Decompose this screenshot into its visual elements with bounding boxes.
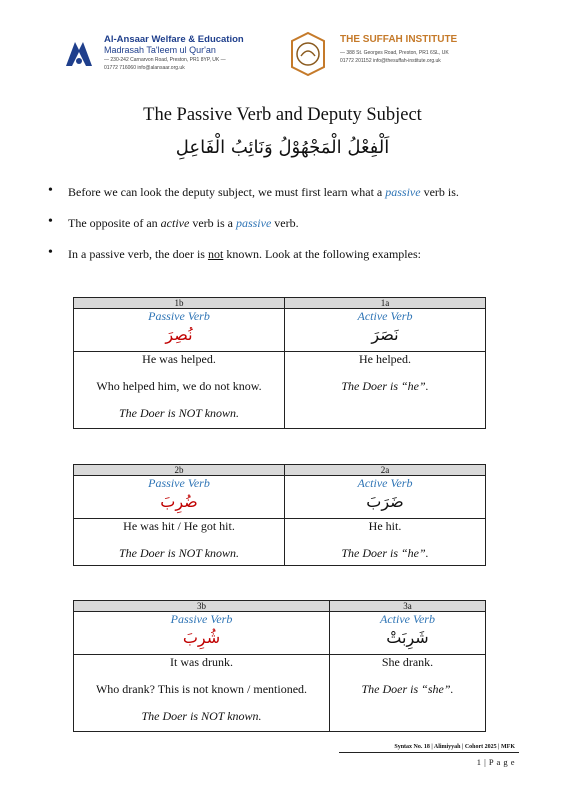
passive-translation: It was drunk. — [170, 655, 233, 669]
footer-info: Syntax No. 18 | Alimiyyah | Cohort 2025 | MFK — [394, 744, 515, 750]
suffah-logo — [284, 30, 499, 85]
passive-verb-label: Passive Verb — [170, 612, 233, 626]
active-arabic-verb: نَصَرَ — [371, 325, 399, 344]
alansaar-address: — 230-242 Carnarvon Road, Preston, PR1 8YP, UK — — [104, 57, 226, 63]
bullet-1: • Before we can look the deputy subject, we must first learn what a passive verb is. — [48, 185, 518, 216]
suffah-emblem-icon — [284, 30, 332, 78]
example-table-1 — [73, 297, 486, 429]
bullet-list — [48, 185, 518, 278]
footer-divider — [339, 752, 519, 753]
suffah-address: — 388 St. Georges Road, Preston, PR1 6SL, UK — [340, 50, 449, 56]
active-translation: He helped. — [359, 352, 411, 366]
example-table-2 — [73, 464, 486, 566]
active-verb-label: Active Verb — [380, 612, 435, 626]
alansaar-emblem-icon — [62, 36, 96, 70]
active-verb-label: Active Verb — [357, 309, 413, 323]
alansaar-contact: 01772 716060 info@alansaar.org.uk — [104, 65, 185, 71]
active-arabic-verb: شَرِبَتْ — [386, 628, 429, 647]
passive-note: The Doer is NOT known. — [118, 406, 240, 420]
active-arabic-verb: ضَرَبَ — [366, 492, 404, 511]
page-title: The Passive Verb and Deputy Subject — [143, 105, 422, 125]
passive-question: Who helped him, we do not know. — [96, 379, 262, 393]
passive-note: The Doer is NOT known. — [118, 546, 240, 560]
alansaar-title: Al-Ansaar Welfare & Education — [104, 34, 244, 45]
example-table-3 — [73, 600, 486, 732]
passive-note: The Doer is NOT known. — [141, 709, 262, 723]
suffah-title: THE SUFFAH INSTITUTE — [340, 34, 458, 45]
passive-verb-label: Passive Verb — [148, 309, 210, 323]
table-3-left-number: 3b — [74, 601, 330, 612]
active-note: The Doer is “she”. — [361, 682, 454, 696]
active-translation: She drank. — [381, 655, 434, 669]
passive-translation: He was hit / He got hit. — [123, 519, 235, 533]
table-2-right-number: 2a — [285, 465, 486, 476]
table-3-right-number: 3a — [330, 601, 486, 612]
bullet-2: • The opposite of an active verb is a passive verb. — [48, 216, 518, 247]
arabic-title: اَلْفِعْلُ الْمَجْهُوْلُ وَنَائِبُ الْفَاعِلِ — [175, 137, 390, 158]
bullet-3: • In a passive verb, the doer is not known. Look at the following examples: — [48, 247, 518, 278]
suffah-contact: 01772 201152 info@thesuffah-institute.org.uk — [340, 58, 441, 64]
passive-verb-label: Passive Verb — [148, 476, 210, 490]
page-number: 1 | P a g e — [476, 757, 515, 767]
passive-question: Who drank? This is not known / mentioned. — [95, 682, 308, 696]
passive-translation: He was helped. — [142, 352, 216, 366]
passive-arabic-verb: نُصِرَ — [165, 325, 193, 344]
passive-arabic-verb: شُرِبَ — [182, 628, 221, 647]
active-note: The Doer is “he”. — [341, 379, 429, 393]
passive-arabic-verb: ضُرِبَ — [160, 492, 198, 511]
active-translation: He hit. — [368, 519, 402, 533]
active-note: The Doer is “he”. — [341, 546, 429, 560]
table-2-left-number: 2b — [74, 465, 285, 476]
table-1-right-number: 1a — [285, 298, 486, 309]
alansaar-subtitle: Madrasah Ta'leem ul Qur'an — [104, 45, 216, 55]
alansaar-logo — [62, 30, 272, 85]
active-verb-label: Active Verb — [357, 476, 413, 490]
table-1-left-number: 1b — [74, 298, 285, 309]
